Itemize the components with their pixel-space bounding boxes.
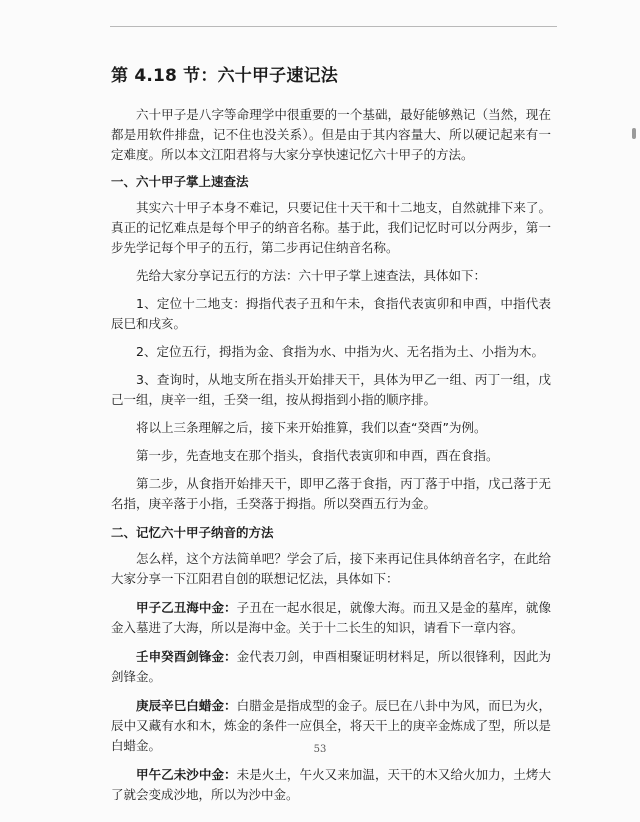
page-content: [111, 64, 551, 814]
nayin-entry: [111, 598, 551, 638]
header-rule: [110, 26, 557, 27]
nayin-term: 甲午乙未沙中金：: [136, 767, 237, 782]
nayin-explanation: 子丑在一起水很足，就像大海。而丑又是金的墓库，就像金入墓进了大海，所以是海中金。关于十二长生的知识，请看下一章内容。: [111, 600, 551, 635]
paragraph: 第一步，先查地支在那个指头，食指代表寅卯和申酉，酉在食指。: [136, 448, 499, 463]
scrollbar-thumb[interactable]: [632, 128, 636, 139]
subheading-nayin-memory: 二、记忆六十甲子纳音的方法: [111, 525, 274, 540]
paragraph: 其实六十甲子本身不难记，只要记住十天干和十二地支，自然就排下来了。真正的记忆难点是每个甲子的纳音名称。基于此，我们记忆时可以分两步，第一步先学记每个甲子的五行，第二步再记住纳音名称。: [111, 200, 551, 255]
paragraph: 先给大家分享记五行的方法：六十甲子掌上速查法，具体如下：: [136, 268, 487, 283]
section-title: 第 4.18 节：六十甲子速记法: [111, 66, 338, 86]
nayin-term: 甲子乙丑海中金：: [136, 600, 237, 615]
nayin-term: 庚辰辛巳白蜡金：: [136, 698, 237, 713]
nayin-term: 壬申癸酉剑锋金：: [136, 649, 237, 664]
page-number: 53: [313, 744, 327, 755]
paragraph: 第二步，从食指开始排天干，即甲乙落于食指，丙丁落于中指，戊己落于无名指，庚辛落于小指，壬癸落于拇指。所以癸酉五行为金。: [111, 476, 551, 511]
nayin-entry: [111, 765, 551, 805]
step-item: 2、定位五行，拇指为金、食指为水、中指为火、无名指为土、小指为木。: [136, 344, 544, 359]
subheading-palm-lookup: 一、六十甲子掌上速查法: [111, 174, 249, 189]
nayin-explanation: 金代表刀剑，申酉相聚证明材料足，所以很锋利，因此为剑锋金。: [111, 649, 551, 684]
intro-paragraph: 六十甲子是八字等命理学中很重要的一个基础，最好能够熟记（当然，现在都是用软件排盘，记不住也没关系）。但是由于其内容量大、所以硬记起来有一定难度。所以本文江阳君将与大家分享快速记忆六十甲子的方法。: [111, 107, 551, 162]
nayin-explanation: 未是火土，午火又来加温，天干的木又给火加力，土烤大了就会变成沙地，所以为沙中金。: [111, 767, 551, 802]
paragraph: 将以上三条理解之后，接下来开始推算，我们以查“癸酉”为例。: [136, 420, 487, 435]
step-item: 1、定位十二地支：拇指代表子丑和午未，食指代表寅卯和申酉，中指代表辰巳和戌亥。: [111, 296, 551, 331]
nayin-entry: [111, 647, 551, 687]
paragraph: 怎么样，这个方法简单吧？学会了后，接下来再记住具体纳音名字，在此给大家分享一下江阳君自创的联想记忆法，具体如下：: [111, 551, 551, 586]
nayin-explanation: 白腊金是指成型的金子。辰巳在八卦中为风，而巳为火，辰中又藏有水和木，炼金的条件一应俱全，将天干上的庚辛金炼成了型，所以是白蜡金。: [111, 698, 551, 753]
step-item: 3、查询时，从地支所在指头开始排天干，具体为甲乙一组、丙丁一组，戊己一组，庚辛一组，壬癸一组，按从拇指到小指的顺序排。: [111, 372, 551, 407]
